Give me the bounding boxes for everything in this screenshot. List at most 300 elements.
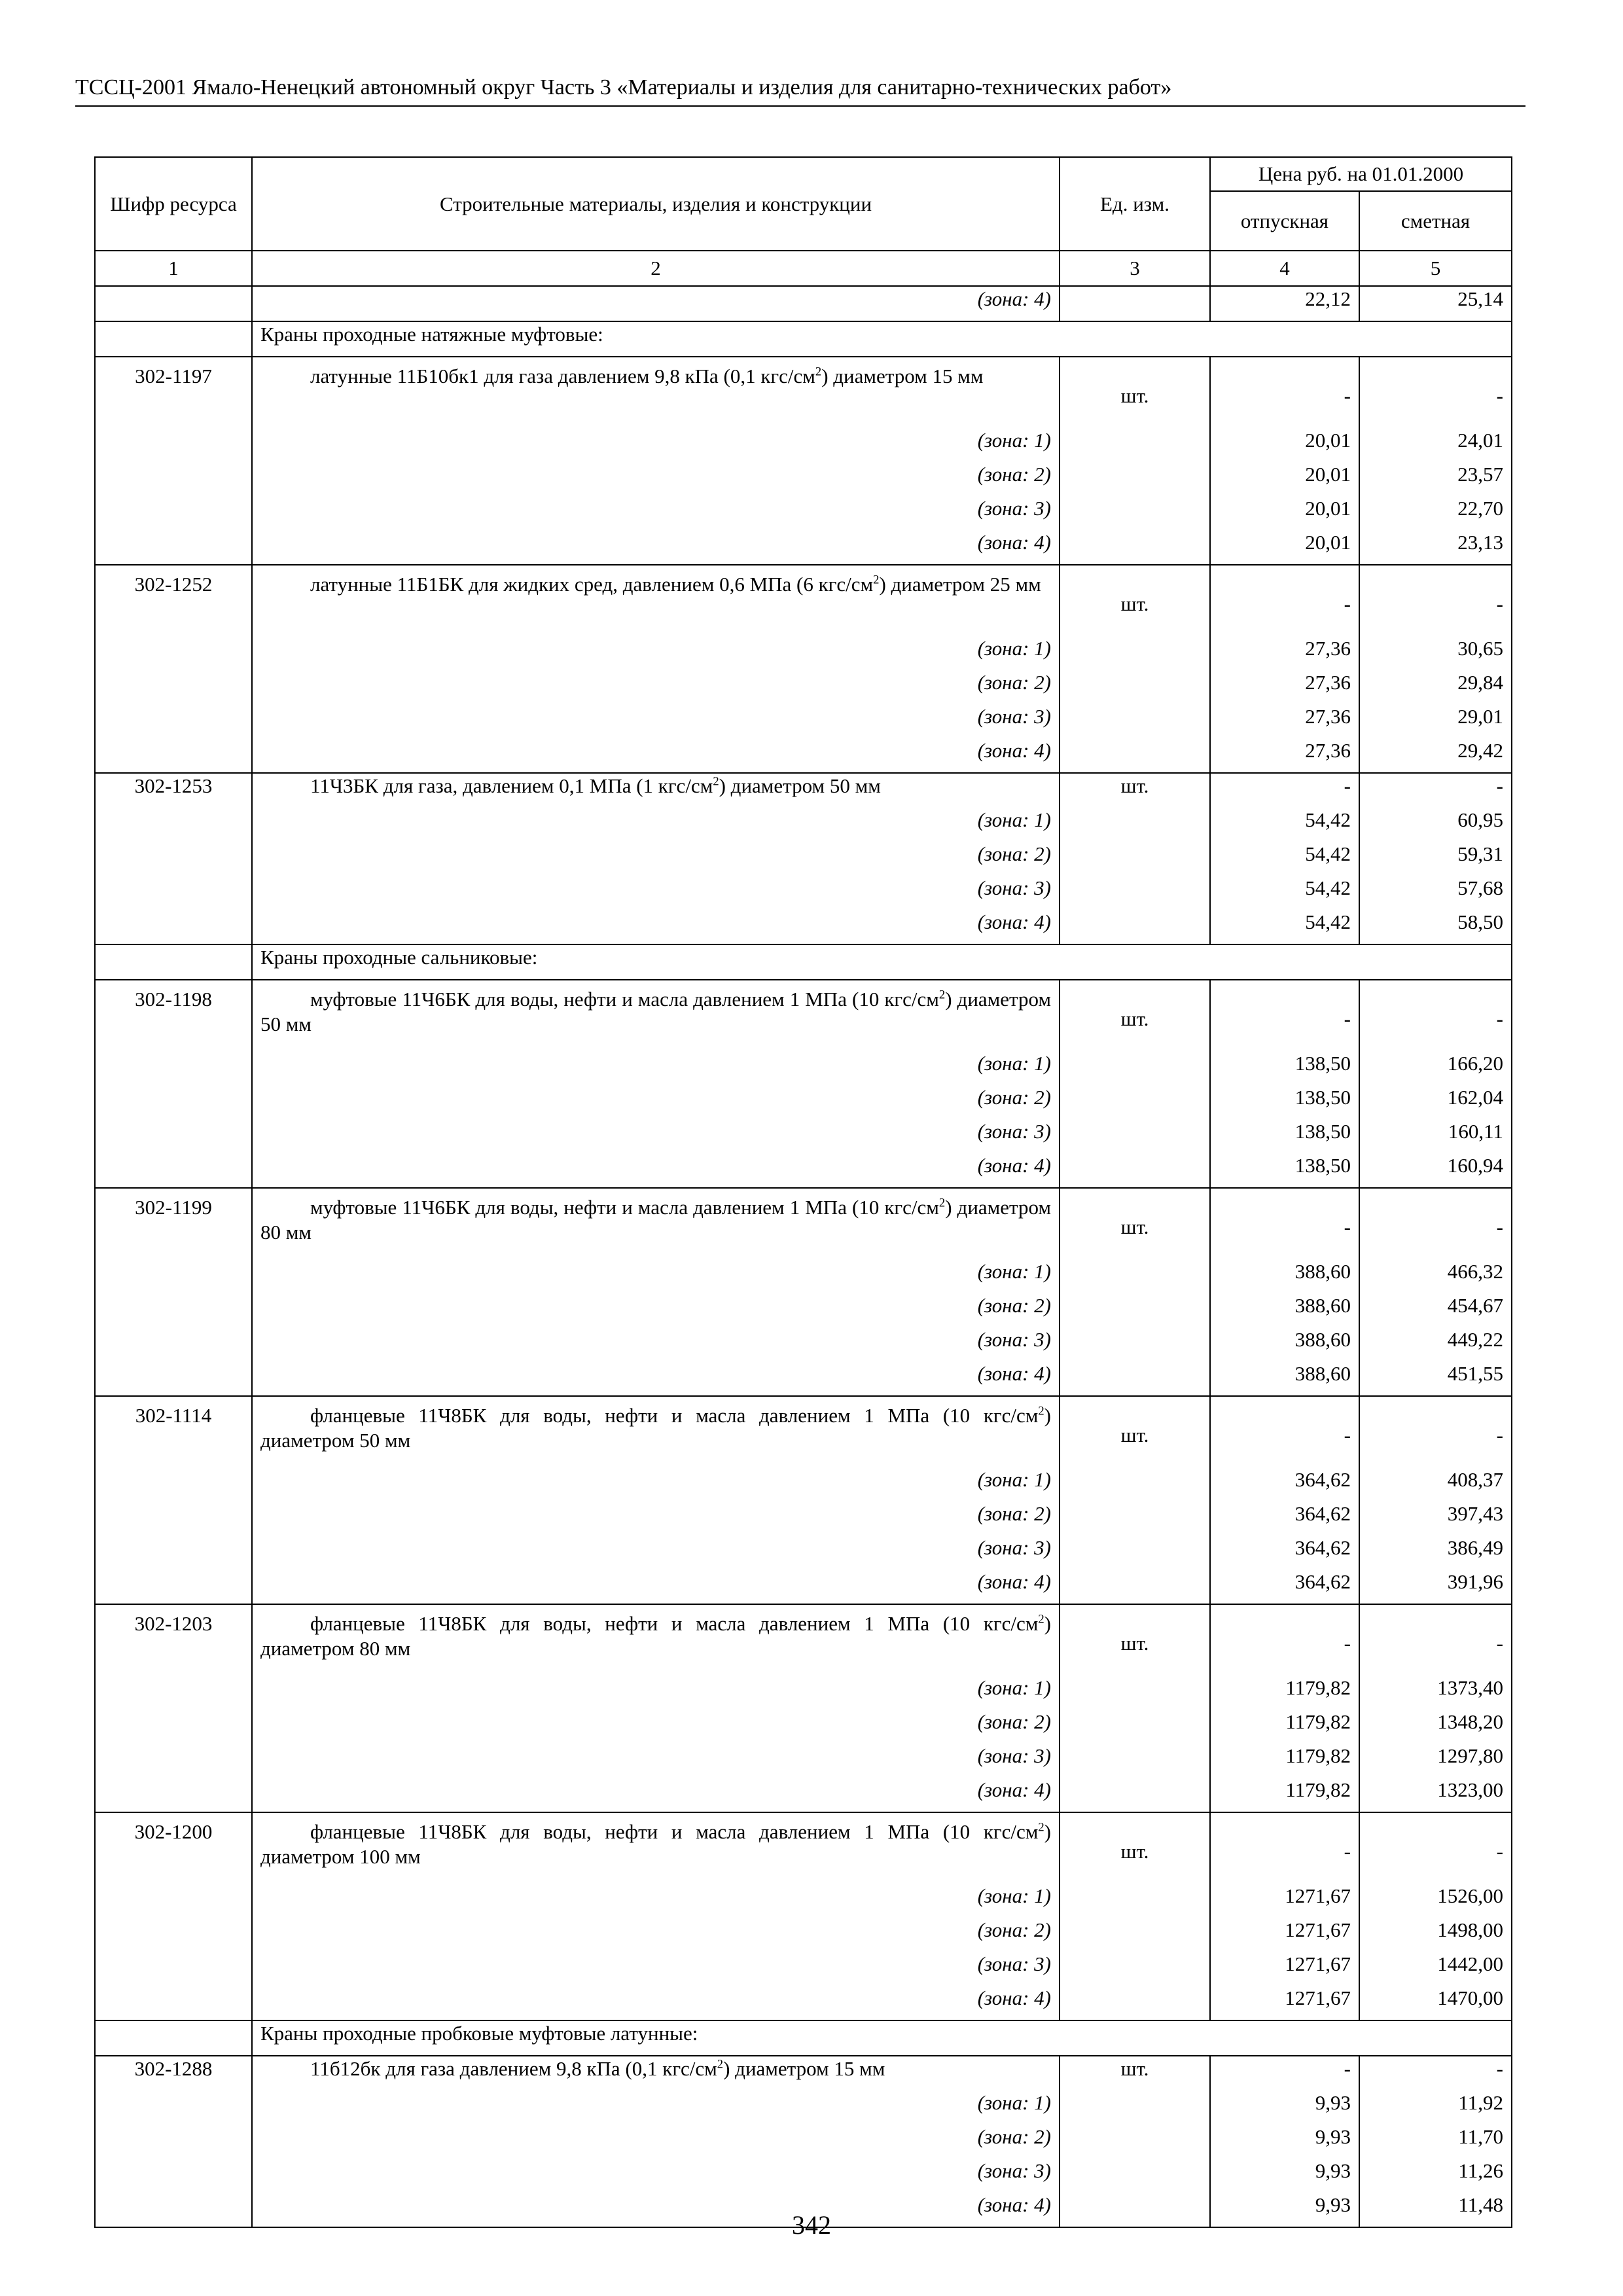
zone-unit-cell bbox=[1060, 1744, 1210, 1778]
zone-unit-cell bbox=[1060, 670, 1210, 704]
zone-row bbox=[95, 530, 1512, 565]
zone-release-price: 27,36 bbox=[1210, 670, 1359, 704]
section-row bbox=[95, 321, 1512, 357]
item-estimate-price: - bbox=[1359, 357, 1512, 428]
zone-release-price: 1179,82 bbox=[1210, 1778, 1359, 1812]
zone-estimate-price: 11,92 bbox=[1359, 2090, 1512, 2125]
zone-row bbox=[95, 2125, 1512, 2159]
item-description-sup: 2 bbox=[713, 774, 719, 789]
item-description-text: латунные 11Б1БК для жидких сред, давлением 0,6 МПа (6 кгс/см bbox=[310, 573, 874, 596]
zone-estimate-price: 11,26 bbox=[1359, 2159, 1512, 2193]
item-release-price: - bbox=[1210, 980, 1359, 1051]
zone-row bbox=[95, 1361, 1512, 1396]
zone-release-price: 9,93 bbox=[1210, 2125, 1359, 2159]
zone-code-cell bbox=[95, 1952, 252, 1986]
zone-release-price: 54,42 bbox=[1210, 842, 1359, 876]
item-code: 302-1252 bbox=[95, 565, 252, 636]
zone-label: (зона: 1) bbox=[252, 808, 1060, 842]
item-description-text: муфтовые 11Ч6БК для воды, нефти и масла давлением 1 МПа (10 кгс/см bbox=[310, 1196, 939, 1219]
item-description-sup: 2 bbox=[1038, 1820, 1044, 1835]
zone-row bbox=[95, 636, 1512, 670]
zone-release-price: 9,93 bbox=[1210, 2193, 1359, 2227]
item-release-price: - bbox=[1210, 1188, 1359, 1259]
item-description-sup: 2 bbox=[1038, 1404, 1044, 1418]
zone-label: (зона: 4) bbox=[252, 1570, 1060, 1604]
zone-row bbox=[95, 496, 1512, 530]
zone-unit-cell bbox=[1060, 1570, 1210, 1604]
item-code: 302-1203 bbox=[95, 1604, 252, 1676]
zone-unit-cell bbox=[1060, 842, 1210, 876]
zone-label: (зона: 3) bbox=[252, 1535, 1060, 1570]
item-description-text: 11б12бк для газа давлением 9,8 кПа (0,1 кгс/см bbox=[310, 2057, 717, 2080]
item-release-price: - bbox=[1210, 565, 1359, 636]
zone-estimate-price: 466,32 bbox=[1359, 1259, 1512, 1293]
item-row bbox=[95, 565, 1512, 636]
item-release-price: - bbox=[1210, 357, 1359, 428]
zone-code-cell bbox=[95, 1085, 252, 1119]
zone-estimate-price: 11,48 bbox=[1359, 2193, 1512, 2227]
item-description bbox=[252, 2056, 1060, 2090]
item-release-price: - bbox=[1210, 1396, 1359, 1467]
item-description-text: фланцевые 11Ч8БК для воды, нефти и масла давлением 1 МПа (10 кгс/см bbox=[310, 1404, 1039, 1427]
section-code-cell bbox=[95, 321, 252, 357]
zone-unit-cell bbox=[1060, 1778, 1210, 1812]
zone-release-price: 1271,67 bbox=[1210, 1986, 1359, 2020]
zone-unit-cell bbox=[1060, 462, 1210, 496]
zone-label: (зона: 1) bbox=[252, 2090, 1060, 2125]
page-number: 342 bbox=[792, 2210, 831, 2240]
zone-label: (зона: 4) bbox=[252, 1986, 1060, 2020]
item-estimate-price: - bbox=[1359, 980, 1512, 1051]
zone-code-cell bbox=[95, 1293, 252, 1327]
zone-label: (зона: 1) bbox=[252, 636, 1060, 670]
zone-estimate-price: 397,43 bbox=[1359, 1501, 1512, 1535]
zone-release-price: 27,36 bbox=[1210, 636, 1359, 670]
zone-unit-cell bbox=[1060, 1259, 1210, 1293]
item-unit: шт. bbox=[1060, 2056, 1210, 2090]
zone-code-cell bbox=[95, 670, 252, 704]
zone-row bbox=[95, 1778, 1512, 1812]
zone-estimate-price: 29,84 bbox=[1359, 670, 1512, 704]
zone-unit-cell bbox=[1060, 1293, 1210, 1327]
zone-code-cell bbox=[95, 1778, 252, 1812]
column-number-5: 5 bbox=[1359, 251, 1512, 286]
zone-code-cell bbox=[95, 1986, 252, 2020]
zone-label: (зона: 4) bbox=[252, 1153, 1060, 1188]
zone-row bbox=[95, 1119, 1512, 1153]
item-unit: шт. bbox=[1060, 357, 1210, 428]
item-estimate-price: - bbox=[1359, 2056, 1512, 2090]
zone-estimate-price: 1348,20 bbox=[1359, 1710, 1512, 1744]
zone-unit-cell bbox=[1060, 1884, 1210, 1918]
zone-release-price: 388,60 bbox=[1210, 1259, 1359, 1293]
zone-code-cell bbox=[95, 1570, 252, 1604]
item-description-sup: 2 bbox=[938, 988, 946, 1002]
item-description-sup: 2 bbox=[938, 1196, 946, 1210]
zone-estimate-price: 1498,00 bbox=[1359, 1918, 1512, 1952]
item-estimate-price: - bbox=[1359, 1812, 1512, 1884]
zone-estimate-price: 160,11 bbox=[1359, 1119, 1512, 1153]
zone-label: (зона: 1) bbox=[252, 1259, 1060, 1293]
zone-row bbox=[95, 1986, 1512, 2020]
item-unit: шт. bbox=[1060, 565, 1210, 636]
item-estimate-price: - bbox=[1359, 773, 1512, 808]
item-description-sup: 2 bbox=[815, 365, 822, 379]
zone-code-cell bbox=[95, 910, 252, 944]
zone-estimate-price: 408,37 bbox=[1359, 1467, 1512, 1501]
item-code: 302-1114 bbox=[95, 1396, 252, 1467]
zone-release-price: 388,60 bbox=[1210, 1361, 1359, 1396]
zone-label: (зона: 4) bbox=[252, 1361, 1060, 1396]
zone-row bbox=[95, 876, 1512, 910]
item-code: 302-1199 bbox=[95, 1188, 252, 1259]
item-description-tail: ) диаметром 50 мм bbox=[260, 988, 1052, 1035]
zone-row bbox=[95, 1676, 1512, 1710]
zone-estimate-price: 1297,80 bbox=[1359, 1744, 1512, 1778]
zone-estimate-price: 58,50 bbox=[1359, 910, 1512, 944]
section-title: Краны проходные пробковые муфтовые латунные: bbox=[252, 2020, 1512, 2056]
zone-row bbox=[95, 2090, 1512, 2125]
item-row bbox=[95, 980, 1512, 1051]
zone-label: (зона: 3) bbox=[252, 1119, 1060, 1153]
zone-release-price: 20,01 bbox=[1210, 496, 1359, 530]
carryover-row bbox=[95, 286, 1512, 321]
zone-label: (зона: 2) bbox=[252, 1710, 1060, 1744]
item-code: 302-1253 bbox=[95, 773, 252, 808]
zone-label: (зона: 4) bbox=[252, 2193, 1060, 2227]
zone-label: (зона: 2) bbox=[252, 2125, 1060, 2159]
zone-row bbox=[95, 1744, 1512, 1778]
zone-row bbox=[95, 1293, 1512, 1327]
zone-unit-cell bbox=[1060, 704, 1210, 738]
item-description bbox=[252, 980, 1060, 1051]
zone-row bbox=[95, 462, 1512, 496]
item-description bbox=[252, 565, 1060, 636]
zone-release-price: 138,50 bbox=[1210, 1119, 1359, 1153]
carryover-code bbox=[95, 286, 252, 321]
table-body bbox=[95, 286, 1512, 2227]
zone-code-cell bbox=[95, 876, 252, 910]
zone-release-price: 388,60 bbox=[1210, 1327, 1359, 1361]
zone-estimate-price: 24,01 bbox=[1359, 428, 1512, 462]
zone-row bbox=[95, 1710, 1512, 1744]
zone-release-price: 364,62 bbox=[1210, 1467, 1359, 1501]
zone-row bbox=[95, 704, 1512, 738]
item-code: 302-1200 bbox=[95, 1812, 252, 1884]
zone-estimate-price: 11,70 bbox=[1359, 2125, 1512, 2159]
zone-release-price: 1179,82 bbox=[1210, 1676, 1359, 1710]
zone-unit-cell bbox=[1060, 1467, 1210, 1501]
zone-estimate-price: 451,55 bbox=[1359, 1361, 1512, 1396]
zone-release-price: 27,36 bbox=[1210, 738, 1359, 773]
zone-label: (зона: 1) bbox=[252, 1884, 1060, 1918]
zone-release-price: 364,62 bbox=[1210, 1535, 1359, 1570]
item-description-tail: ) диаметром 50 мм bbox=[260, 1404, 1051, 1452]
zone-code-cell bbox=[95, 1710, 252, 1744]
zone-row bbox=[95, 1467, 1512, 1501]
zone-unit-cell bbox=[1060, 808, 1210, 842]
zone-release-price: 20,01 bbox=[1210, 428, 1359, 462]
item-description-tail: ) диаметром 80 мм bbox=[260, 1196, 1052, 1244]
item-release-price: - bbox=[1210, 773, 1359, 808]
item-estimate-price: - bbox=[1359, 565, 1512, 636]
zone-code-cell bbox=[95, 428, 252, 462]
zone-release-price: 138,50 bbox=[1210, 1051, 1359, 1085]
zone-code-cell bbox=[95, 1259, 252, 1293]
item-unit: шт. bbox=[1060, 980, 1210, 1051]
zone-estimate-price: 23,13 bbox=[1359, 530, 1512, 565]
header-price-estimate: сметная bbox=[1359, 191, 1512, 251]
zone-estimate-price: 30,65 bbox=[1359, 636, 1512, 670]
zone-release-price: 1271,67 bbox=[1210, 1918, 1359, 1952]
item-row bbox=[95, 1188, 1512, 1259]
carryover-estimate: 25,14 bbox=[1359, 286, 1512, 321]
column-number-2: 2 bbox=[252, 251, 1060, 286]
item-description-tail: ) диаметром 15 мм bbox=[821, 365, 984, 387]
zone-code-cell bbox=[95, 842, 252, 876]
zone-estimate-price: 1526,00 bbox=[1359, 1884, 1512, 1918]
zone-unit-cell bbox=[1060, 636, 1210, 670]
zone-row bbox=[95, 1918, 1512, 1952]
item-description-tail: ) диаметром 50 мм bbox=[719, 774, 881, 797]
zone-row bbox=[95, 842, 1512, 876]
zone-estimate-price: 449,22 bbox=[1359, 1327, 1512, 1361]
zone-unit-cell bbox=[1060, 876, 1210, 910]
zone-estimate-price: 1373,40 bbox=[1359, 1676, 1512, 1710]
zone-code-cell bbox=[95, 1744, 252, 1778]
zone-unit-cell bbox=[1060, 738, 1210, 773]
zone-unit-cell bbox=[1060, 1986, 1210, 2020]
item-estimate-price: - bbox=[1359, 1604, 1512, 1676]
carryover-release: 22,12 bbox=[1210, 286, 1359, 321]
zone-unit-cell bbox=[1060, 2090, 1210, 2125]
zone-row bbox=[95, 1259, 1512, 1293]
zone-row bbox=[95, 1085, 1512, 1119]
zone-label: (зона: 3) bbox=[252, 1327, 1060, 1361]
zone-code-cell bbox=[95, 1501, 252, 1535]
header-rule bbox=[75, 105, 1525, 107]
section-code-cell bbox=[95, 944, 252, 980]
zone-estimate-price: 391,96 bbox=[1359, 1570, 1512, 1604]
zone-row bbox=[95, 808, 1512, 842]
zone-code-cell bbox=[95, 462, 252, 496]
zone-estimate-price: 386,49 bbox=[1359, 1535, 1512, 1570]
item-description-sup: 2 bbox=[873, 573, 880, 587]
zone-code-cell bbox=[95, 636, 252, 670]
zone-row bbox=[95, 428, 1512, 462]
item-description bbox=[252, 773, 1060, 808]
zone-code-cell bbox=[95, 704, 252, 738]
zone-code-cell bbox=[95, 1361, 252, 1396]
zone-estimate-price: 454,67 bbox=[1359, 1293, 1512, 1327]
zone-label: (зона: 3) bbox=[252, 496, 1060, 530]
zone-unit-cell bbox=[1060, 1535, 1210, 1570]
header-price-release: отпускная bbox=[1210, 191, 1359, 251]
zone-row bbox=[95, 1153, 1512, 1188]
zone-code-cell bbox=[95, 1051, 252, 1085]
zone-release-price: 1179,82 bbox=[1210, 1710, 1359, 1744]
zone-unit-cell bbox=[1060, 1501, 1210, 1535]
zone-release-price: 138,50 bbox=[1210, 1153, 1359, 1188]
item-unit: шт. bbox=[1060, 1812, 1210, 1884]
item-description-text: 11Ч3БК для газа, давлением 0,1 МПа (1 кгс/см bbox=[310, 774, 713, 797]
item-unit: шт. bbox=[1060, 773, 1210, 808]
item-description-text: фланцевые 11Ч8БК для воды, нефти и масла давлением 1 МПа (10 кгс/см bbox=[310, 1820, 1039, 1843]
zone-row bbox=[95, 1952, 1512, 1986]
zone-unit-cell bbox=[1060, 1918, 1210, 1952]
item-description bbox=[252, 1188, 1060, 1259]
zone-label: (зона: 2) bbox=[252, 462, 1060, 496]
zone-estimate-price: 60,95 bbox=[1359, 808, 1512, 842]
zone-unit-cell bbox=[1060, 1952, 1210, 1986]
zone-unit-cell bbox=[1060, 428, 1210, 462]
zone-estimate-price: 160,94 bbox=[1359, 1153, 1512, 1188]
item-description-tail: ) диаметром 100 мм bbox=[260, 1820, 1051, 1868]
zone-code-cell bbox=[95, 808, 252, 842]
zone-label: (зона: 2) bbox=[252, 1085, 1060, 1119]
item-unit: шт. bbox=[1060, 1188, 1210, 1259]
zone-label: (зона: 4) bbox=[252, 910, 1060, 944]
zone-release-price: 27,36 bbox=[1210, 704, 1359, 738]
item-description-tail: ) диаметром 25 мм bbox=[879, 573, 1041, 596]
carryover-zone: (зона: 4) bbox=[252, 286, 1060, 321]
zone-release-price: 1271,67 bbox=[1210, 1952, 1359, 1986]
item-unit: шт. bbox=[1060, 1604, 1210, 1676]
zone-release-price: 138,50 bbox=[1210, 1085, 1359, 1119]
section-code-cell bbox=[95, 2020, 252, 2056]
item-row bbox=[95, 1604, 1512, 1676]
item-code: 302-1288 bbox=[95, 2056, 252, 2090]
zone-code-cell bbox=[95, 2090, 252, 2125]
zone-unit-cell bbox=[1060, 1710, 1210, 1744]
zone-estimate-price: 166,20 bbox=[1359, 1051, 1512, 1085]
zone-unit-cell bbox=[1060, 1676, 1210, 1710]
zone-unit-cell bbox=[1060, 1051, 1210, 1085]
column-number-1: 1 bbox=[95, 251, 252, 286]
zone-unit-cell bbox=[1060, 2159, 1210, 2193]
zone-row bbox=[95, 1570, 1512, 1604]
zone-code-cell bbox=[95, 1918, 252, 1952]
zone-label: (зона: 3) bbox=[252, 2159, 1060, 2193]
section-title: Краны проходные сальниковые: bbox=[252, 944, 1512, 980]
zone-label: (зона: 2) bbox=[252, 1918, 1060, 1952]
zone-row bbox=[95, 1535, 1512, 1570]
zone-release-price: 54,42 bbox=[1210, 808, 1359, 842]
zone-unit-cell bbox=[1060, 1361, 1210, 1396]
zone-row bbox=[95, 1501, 1512, 1535]
zone-release-price: 9,93 bbox=[1210, 2090, 1359, 2125]
zone-code-cell bbox=[95, 1676, 252, 1710]
item-row bbox=[95, 1396, 1512, 1467]
zone-code-cell bbox=[95, 496, 252, 530]
item-description bbox=[252, 1812, 1060, 1884]
zone-unit-cell bbox=[1060, 496, 1210, 530]
zone-unit-cell bbox=[1060, 1153, 1210, 1188]
zone-code-cell bbox=[95, 1119, 252, 1153]
zone-code-cell bbox=[95, 1535, 252, 1570]
item-description bbox=[252, 1604, 1060, 1676]
zone-estimate-price: 29,01 bbox=[1359, 704, 1512, 738]
zone-release-price: 388,60 bbox=[1210, 1293, 1359, 1327]
zone-release-price: 9,93 bbox=[1210, 2159, 1359, 2193]
header-unit: Ед. изм. bbox=[1060, 157, 1210, 251]
item-description-text: фланцевые 11Ч8БК для воды, нефти и масла давлением 1 МПа (10 кгс/см bbox=[310, 1612, 1039, 1635]
item-code: 302-1198 bbox=[95, 980, 252, 1051]
zone-code-cell bbox=[95, 530, 252, 565]
zone-label: (зона: 3) bbox=[252, 1952, 1060, 1986]
zone-label: (зона: 4) bbox=[252, 1778, 1060, 1812]
zone-unit-cell bbox=[1060, 1119, 1210, 1153]
zone-label: (зона: 2) bbox=[252, 1501, 1060, 1535]
item-description bbox=[252, 357, 1060, 428]
zone-release-price: 1179,82 bbox=[1210, 1744, 1359, 1778]
zone-row bbox=[95, 2159, 1512, 2193]
zone-unit-cell bbox=[1060, 910, 1210, 944]
carryover-unit bbox=[1060, 286, 1210, 321]
zone-unit-cell bbox=[1060, 2125, 1210, 2159]
zone-label: (зона: 1) bbox=[252, 1467, 1060, 1501]
zone-estimate-price: 29,42 bbox=[1359, 738, 1512, 773]
zone-unit-cell bbox=[1060, 1327, 1210, 1361]
zone-code-cell bbox=[95, 738, 252, 773]
zone-row bbox=[95, 1051, 1512, 1085]
item-description-text: латунные 11Б10бк1 для газа давлением 9,8 кПа (0,1 кгс/см bbox=[310, 365, 815, 387]
item-row bbox=[95, 1812, 1512, 1884]
zone-label: (зона: 4) bbox=[252, 738, 1060, 773]
zone-release-price: 54,42 bbox=[1210, 910, 1359, 944]
zone-release-price: 54,42 bbox=[1210, 876, 1359, 910]
item-description-sup: 2 bbox=[717, 2057, 724, 2072]
zone-release-price: 364,62 bbox=[1210, 1501, 1359, 1535]
zone-unit-cell bbox=[1060, 1085, 1210, 1119]
zone-label: (зона: 2) bbox=[252, 842, 1060, 876]
zone-label: (зона: 2) bbox=[252, 1293, 1060, 1327]
column-number-3: 3 bbox=[1060, 251, 1210, 286]
section-row bbox=[95, 2020, 1512, 2056]
zone-label: (зона: 4) bbox=[252, 530, 1060, 565]
zone-row bbox=[95, 738, 1512, 773]
item-description-sup: 2 bbox=[1038, 1612, 1044, 1626]
zone-label: (зона: 3) bbox=[252, 1744, 1060, 1778]
item-row bbox=[95, 357, 1512, 428]
zone-estimate-price: 23,57 bbox=[1359, 462, 1512, 496]
zone-release-price: 364,62 bbox=[1210, 1570, 1359, 1604]
item-description-tail: ) диаметром 15 мм bbox=[723, 2057, 885, 2080]
zone-code-cell bbox=[95, 1467, 252, 1501]
zone-row bbox=[95, 1884, 1512, 1918]
section-row bbox=[95, 944, 1512, 980]
header-name: Строительные материалы, изделия и конструкции bbox=[252, 157, 1060, 251]
zone-estimate-price: 162,04 bbox=[1359, 1085, 1512, 1119]
zone-unit-cell bbox=[1060, 530, 1210, 565]
section-title: Краны проходные натяжные муфтовые: bbox=[252, 321, 1512, 357]
item-code: 302-1197 bbox=[95, 357, 252, 428]
zone-release-price: 1271,67 bbox=[1210, 1884, 1359, 1918]
page-header: ТССЦ-2001 Ямало-Ненецкий автономный округ Часть 3 «Материалы и изделия для санитарно-технических работ» bbox=[75, 75, 1172, 99]
zone-release-price: 20,01 bbox=[1210, 462, 1359, 496]
zone-release-price: 20,01 bbox=[1210, 530, 1359, 565]
zone-estimate-price: 1323,00 bbox=[1359, 1778, 1512, 1812]
item-unit: шт. bbox=[1060, 1396, 1210, 1467]
item-row bbox=[95, 2056, 1512, 2090]
zone-row bbox=[95, 910, 1512, 944]
header-price-group: Цена руб. на 01.01.2000 bbox=[1210, 157, 1512, 191]
zone-label: (зона: 1) bbox=[252, 428, 1060, 462]
zone-code-cell bbox=[95, 2159, 252, 2193]
column-number-4: 4 bbox=[1210, 251, 1359, 286]
zone-row bbox=[95, 670, 1512, 704]
item-release-price: - bbox=[1210, 1812, 1359, 1884]
